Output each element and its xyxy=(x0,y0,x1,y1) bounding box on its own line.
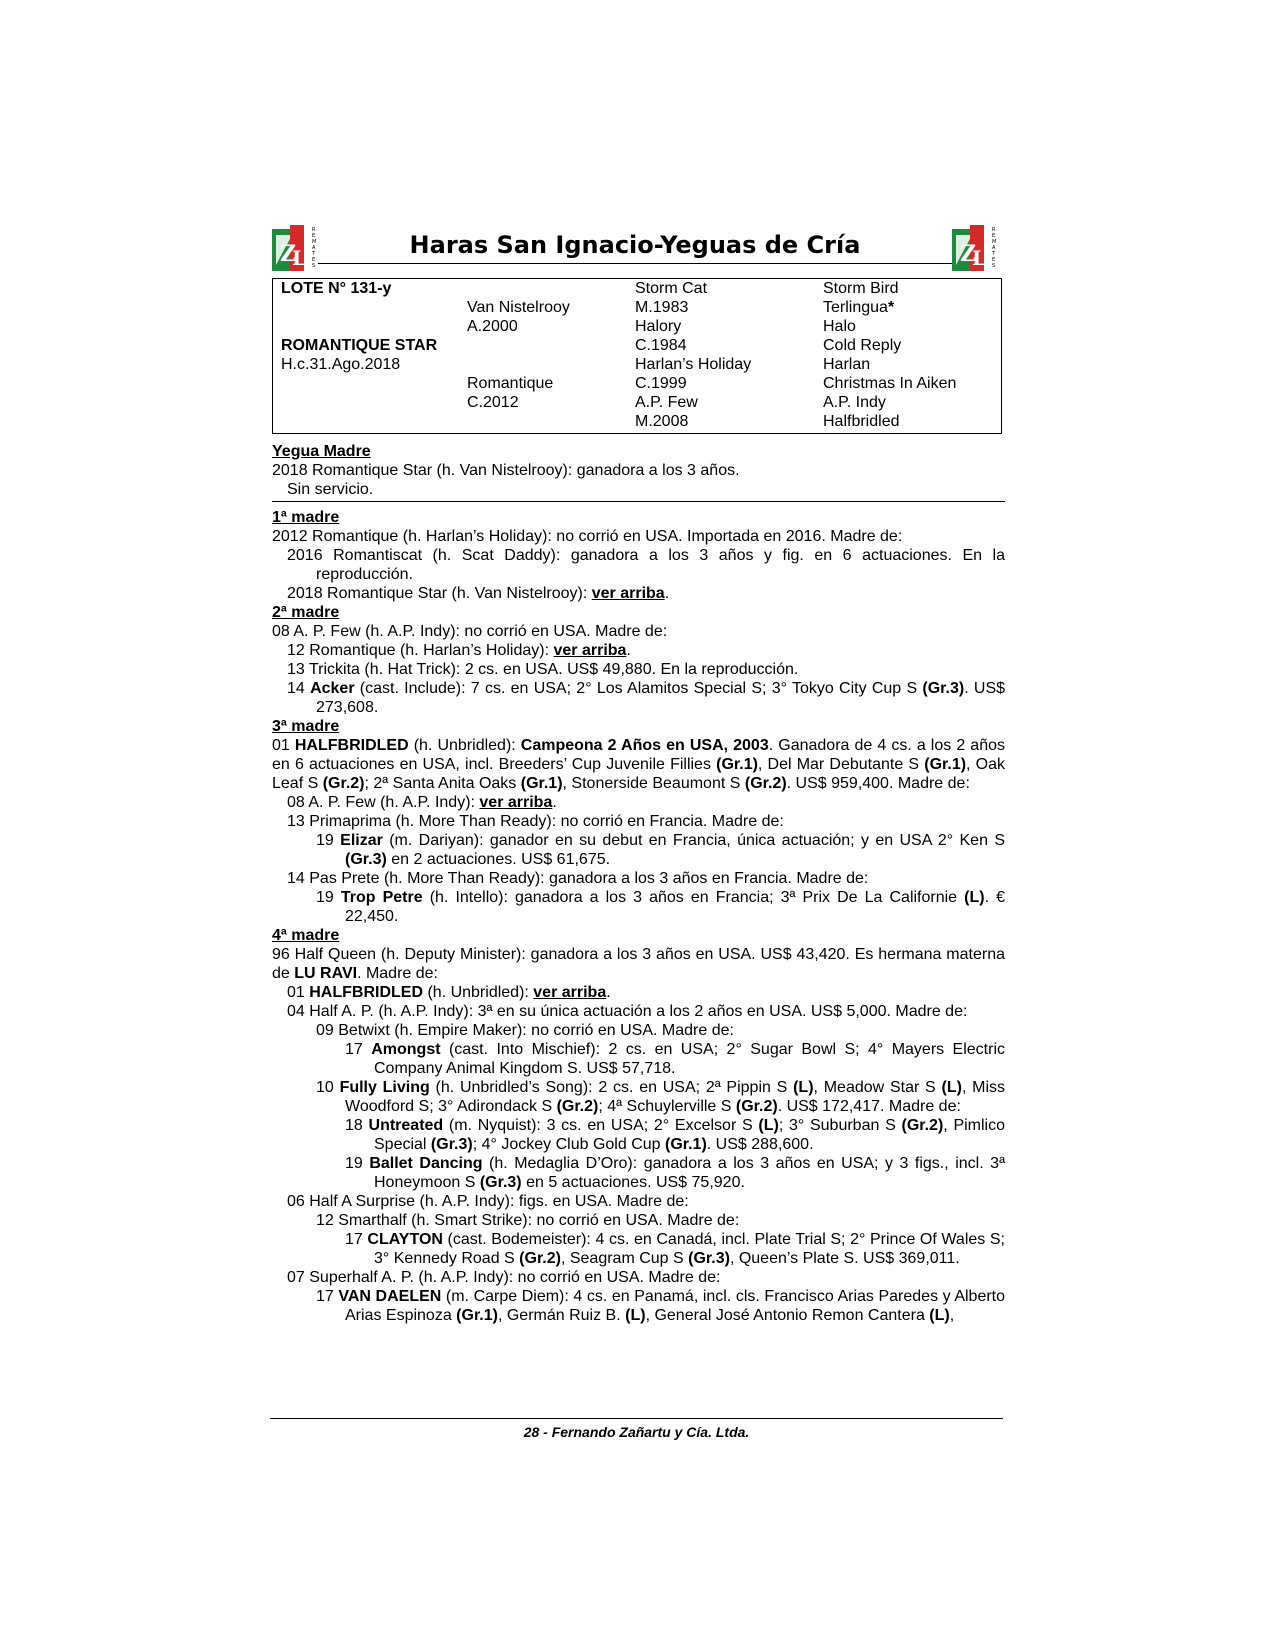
grade-badge: (Gr.3) xyxy=(688,1250,730,1267)
section-heading-4a-madre: 4ª madre xyxy=(272,927,340,944)
lot-number: LOTE N° 131-y xyxy=(281,280,392,297)
grade-badge: (Gr.3) xyxy=(430,1136,473,1153)
svg-text:S: S xyxy=(312,263,316,269)
grade-badge: (Gr.3) xyxy=(922,680,965,697)
great-grandparent-name: Storm Bird xyxy=(823,280,899,297)
produce-text: ; 3° Suburban S xyxy=(778,1117,902,1134)
produce-text: , General José Antonio Remon Cantera xyxy=(645,1307,930,1324)
section-heading-2a-madre: 2ª madre xyxy=(272,604,340,621)
produce-line xyxy=(272,1154,1005,1192)
produce-line xyxy=(272,736,1005,793)
svg-text:S: S xyxy=(992,263,996,269)
produce-name: Amongst xyxy=(371,1041,441,1058)
produce-year: 01 xyxy=(287,984,310,1001)
svg-text:M: M xyxy=(312,239,317,245)
great-grandparent-name: Harlan xyxy=(823,356,871,373)
produce-name: VAN DAELEN xyxy=(338,1288,442,1305)
produce-text: (cast. Into Mischief): 2 cs. en USA; 2° Sugar Bowl S; 4° Mayers Electric Company Animal Kingdom S. US$ 57,718. xyxy=(374,1041,1006,1077)
produce-text: . US$ 959,400. Madre de: xyxy=(786,775,970,792)
grade-badge: (Gr.2) xyxy=(901,1117,944,1134)
grade-badge: (Gr.3) xyxy=(479,1174,522,1191)
page-title: Haras San Ignacio-Yeguas de Cría xyxy=(409,231,861,259)
produce-line: 2016 Romantiscat (h. Scat Daddy): ganadora a los 3 años y fig. en 6 actuaciones. En la reproducción. xyxy=(287,547,1005,583)
imported-mark: * xyxy=(887,299,895,316)
produce-text: (cast. Bodemeister): 4 cs. en Canadá, incl. Plate Trial S; 2° Prince Of Wales S; 3° Kennedy Road S xyxy=(374,1231,1005,1267)
produce-name: Elizar xyxy=(340,832,383,849)
produce-line xyxy=(272,793,1005,812)
section-heading-1a-madre: 1ª madre xyxy=(272,509,340,526)
svg-text:R: R xyxy=(992,227,996,233)
svg-text:R: R xyxy=(312,227,316,233)
grandparent-year: M.2008 xyxy=(635,413,689,430)
produce-text: ; 4° Jockey Club Gold Cup xyxy=(472,1136,665,1153)
produce-line xyxy=(272,888,1005,926)
produce-text: (h. Unbridled’s Song): 2 cs. en USA; 2ª Pippin S xyxy=(429,1079,794,1096)
produce-line: 13 Trickita (h. Hat Trick): 2 cs. en USA. US$ 49,880. En la reproducción. xyxy=(287,661,799,678)
produce-text: en 2 actuaciones. US$ 61,675. xyxy=(386,851,611,868)
produce-text: , Seagram Cup S xyxy=(560,1250,689,1267)
grade-badge: (Gr.3) xyxy=(345,851,387,868)
ver-arriba-link[interactable]: ver arriba xyxy=(479,794,553,811)
svg-text:Z: Z xyxy=(280,241,297,267)
produce-line xyxy=(272,679,1005,717)
grandparent-name: A.P. Few xyxy=(635,394,698,411)
zl-remates-logo-icon xyxy=(950,225,1000,275)
grandparent-name: Harlan’s Holiday xyxy=(635,356,752,373)
grade-badge: (L) xyxy=(941,1079,962,1096)
produce-text: , Meadow Star S xyxy=(813,1079,942,1096)
grandparent-name: Storm Cat xyxy=(635,280,708,297)
produce-name: Untreated xyxy=(368,1117,444,1134)
svg-text:M: M xyxy=(992,239,997,245)
produce-text: 96 Half Queen (h. Deputy Minister): ganadora a los 3 años en USA. US$ 43,420. Es hermana materna de xyxy=(272,946,1005,982)
punctuation: . xyxy=(552,794,557,811)
produce-line: 2018 Romantique Star (h. Van Nistelrooy): ganadora a los 3 años. xyxy=(272,462,740,479)
section-divider xyxy=(272,501,1005,502)
pedigree-table xyxy=(272,278,1002,434)
dam-name: Romantique xyxy=(467,375,554,392)
produce-name: CLAYTON xyxy=(367,1231,443,1248)
title-divider xyxy=(318,263,952,264)
produce-year: 17 xyxy=(316,1288,339,1305)
great-grandparent-name xyxy=(823,298,894,318)
zl-remates-logo-icon xyxy=(270,225,320,275)
produce-text: (h. Intello): ganadora a los 3 años en Francia; 3ª Prix De La Californie xyxy=(422,889,965,906)
produce-year: 10 xyxy=(316,1079,340,1096)
page-footer: 28 - Fernando Zañartu y Cía. Ltda. xyxy=(523,1424,750,1440)
produce-line: 12 Smarthalf (h. Smart Strike): no corrió en USA. Madre de: xyxy=(316,1212,740,1229)
grade-badge: (Gr.2) xyxy=(556,1098,599,1115)
produce-name: LU RAVI xyxy=(294,965,358,982)
produce-line: 04 Half A. P. (h. A.P. Indy): 3ª en su única actuación a los 2 años en USA. US$ 5,000. Madre de: xyxy=(287,1003,968,1020)
sire-year: A.2000 xyxy=(467,318,518,335)
produce-text: . US$ 172,417. Madre de: xyxy=(777,1098,961,1115)
produce-text: . Ganadora de 4 cs. a los 2 años en 6 actuaciones en USA, incl. Breeders’ Cup Juvenile Fillies xyxy=(272,737,1005,773)
produce-text: 12 Romantique (h. Harlan’s Holiday): xyxy=(287,642,554,659)
produce-text: . US$ 288,600. xyxy=(706,1136,814,1153)
produce-line xyxy=(272,831,1005,869)
grade-badge: (Gr.1) xyxy=(924,756,967,773)
svg-text:T: T xyxy=(312,251,316,257)
produce-year: 19 xyxy=(345,1155,370,1172)
svg-text:A: A xyxy=(312,245,316,251)
produce-line: 13 Primaprima (h. More Than Ready): no corrió en Francia. Madre de: xyxy=(287,813,784,830)
champion-title: Campeona 2 Años en USA, 2003 xyxy=(520,737,769,754)
produce-text: , Miss Woodford S; 3° Adirondack S xyxy=(345,1079,1006,1115)
punctuation: . xyxy=(664,585,670,602)
svg-text:E: E xyxy=(312,257,316,263)
produce-text: en 5 actuaciones. US$ 75,920. xyxy=(521,1174,745,1191)
produce-year: 18 xyxy=(345,1117,369,1134)
produce-line xyxy=(272,983,1005,1002)
produce-text: (m. Nyquist): 3 cs. en USA; 2° Excelsor S xyxy=(443,1117,759,1134)
svg-text:E: E xyxy=(992,257,996,263)
grade-badge: (L) xyxy=(625,1307,646,1324)
produce-year: 19 xyxy=(316,889,341,906)
svg-text:L: L xyxy=(972,246,987,270)
dam-year: C.2012 xyxy=(467,394,519,411)
produce-line: 08 A. P. Few (h. A.P. Indy): no corrió en USA. Madre de: xyxy=(272,623,668,640)
produce-name: Ballet Dancing xyxy=(369,1155,483,1172)
produce-text: , Del Mar Debutante S xyxy=(757,756,925,773)
grade-badge: (L) xyxy=(758,1117,779,1134)
produce-text: , xyxy=(949,1307,955,1324)
page-header xyxy=(270,225,1000,275)
ver-arriba-link[interactable]: ver arriba xyxy=(591,585,665,602)
ver-arriba-link[interactable]: ver arriba xyxy=(553,642,627,659)
grandparent-year: M.1983 xyxy=(635,299,689,316)
produce-year: 14 xyxy=(287,680,311,697)
produce-line: Sin servicio. xyxy=(287,481,374,498)
produce-text: (h. Unbridled): xyxy=(408,737,521,754)
produce-line: 09 Betwixt (h. Empire Maker): no corrió en USA. Madre de: xyxy=(316,1022,734,1039)
grandparent-name: Halory xyxy=(635,318,682,335)
grade-badge: (Gr.1) xyxy=(456,1307,498,1324)
produce-line: 06 Half A Surprise (h. A.P. Indy): figs. en USA. Madre de: xyxy=(287,1193,689,1210)
grade-badge: (L) xyxy=(964,889,985,906)
svg-text:E: E xyxy=(312,233,316,239)
produce-text: 08 A. P. Few (h. A.P. Indy): xyxy=(287,794,480,811)
produce-year: 17 xyxy=(345,1231,368,1248)
produce-line xyxy=(272,1230,1005,1268)
produce-name: Acker xyxy=(310,680,355,697)
produce-year: 01 xyxy=(272,737,295,754)
produce-line xyxy=(272,945,1005,983)
punctuation: . xyxy=(626,642,631,659)
produce-line xyxy=(272,641,1005,660)
svg-text:Z: Z xyxy=(960,241,977,267)
great-grandparent-name-text: Terlingua xyxy=(823,299,888,316)
great-grandparent-name: Cold Reply xyxy=(823,337,902,354)
produce-name: Trop Petre xyxy=(340,889,423,906)
section-heading-3a-madre: 3ª madre xyxy=(272,718,340,735)
svg-text:A: A xyxy=(992,245,996,251)
grade-badge: (Gr.2) xyxy=(519,1250,561,1267)
svg-text:E: E xyxy=(992,233,996,239)
horse-details: H.c.31.Ago.2018 xyxy=(281,356,401,373)
produce-text: . € 22,450. xyxy=(345,889,1006,925)
produce-line: 2012 Romantique (h. Harlan’s Holiday): no corrió en USA. Importada en 2016. Madre de: xyxy=(272,528,903,545)
great-grandparent-name: A.P. Indy xyxy=(823,394,886,411)
great-grandparent-name: Christmas In Aiken xyxy=(823,375,957,392)
footer-divider xyxy=(270,1418,1003,1419)
grade-badge: (Gr.1) xyxy=(520,775,563,792)
produce-text: ; 2ª Santa Anita Oaks xyxy=(364,775,521,792)
produce-text: , Pimlico Special xyxy=(374,1117,1006,1153)
produce-text: , Germán Ruiz B. xyxy=(497,1307,626,1324)
grade-badge: (Gr.1) xyxy=(664,1136,707,1153)
produce-text: (cast. Include): 7 cs. en USA; 2° Los Alamitos Special S; 3° Tokyo City Cup S xyxy=(354,680,923,697)
grandparent-year: C.1984 xyxy=(635,337,687,354)
produce-text: (m. Dariyan): ganador en su debut en Francia, única actuación; y en USA 2° Ken S xyxy=(382,832,1005,849)
great-grandparent-name: Halfbridled xyxy=(823,413,900,430)
grade-badge: (Gr.2) xyxy=(735,1098,778,1115)
grandparent-year: C.1999 xyxy=(635,375,687,392)
horse-name: ROMANTIQUE STAR xyxy=(281,337,438,354)
produce-name: HALFBRIDLED xyxy=(294,737,409,754)
produce-line xyxy=(272,1040,1005,1078)
ver-arriba-link[interactable]: ver arriba xyxy=(533,984,607,1001)
produce-text: (m. Carpe Diem): 4 cs. en Panamá, incl. cls. Francisco Arias Paredes y Alberto Arias Espinoza xyxy=(345,1288,1006,1324)
produce-line: 14 Pas Prete (h. More Than Ready): ganadora a los 3 años en Francia. Madre de: xyxy=(287,870,869,887)
produce-line xyxy=(272,1287,1005,1325)
grade-badge: (Gr.2) xyxy=(744,775,787,792)
grade-badge: (Gr.2) xyxy=(322,775,365,792)
produce-text: (h. Medaglia D’Oro): ganadora a los 3 años en USA; y 3 figs., incl. 3ª Honeymoon S xyxy=(374,1155,1005,1191)
produce-year: 19 xyxy=(316,832,341,849)
produce-text: , Oak Leaf S xyxy=(272,756,1005,792)
grade-badge: (L) xyxy=(793,1079,814,1096)
produce-record xyxy=(272,442,1005,1325)
grade-badge: (L) xyxy=(929,1307,950,1324)
section-heading-yegua-madre: Yegua Madre xyxy=(272,443,371,460)
svg-text:T: T xyxy=(992,251,996,257)
produce-text: , Queen’s Plate S. US$ 369,011. xyxy=(729,1250,960,1267)
punctuation: . xyxy=(606,984,611,1001)
grade-badge: (Gr.1) xyxy=(716,756,758,773)
produce-text: . US$ 273,608. xyxy=(316,680,1006,716)
produce-line xyxy=(272,1078,1005,1116)
produce-text: ; 4ª Schuylerville S xyxy=(598,1098,736,1115)
produce-line xyxy=(272,1116,1005,1154)
produce-name: Fully Living xyxy=(339,1079,430,1096)
sire-name: Van Nistelrooy xyxy=(467,299,570,316)
produce-line xyxy=(272,584,1005,603)
svg-text:L: L xyxy=(292,246,307,270)
produce-text: . Madre de: xyxy=(357,965,438,982)
produce-text: , Stonerside Beaumont S xyxy=(562,775,745,792)
produce-text: 2018 Romantique Star (h. Van Nistelrooy): xyxy=(287,585,592,602)
produce-name: HALFBRIDLED xyxy=(309,984,424,1001)
produce-line: 07 Superhalf A. P. (h. A.P. Indy): no corrió en USA. Madre de: xyxy=(287,1269,721,1286)
great-grandparent-name: Halo xyxy=(823,318,856,335)
produce-year: 17 xyxy=(345,1041,372,1058)
produce-text: (h. Unbridled): xyxy=(423,984,534,1001)
